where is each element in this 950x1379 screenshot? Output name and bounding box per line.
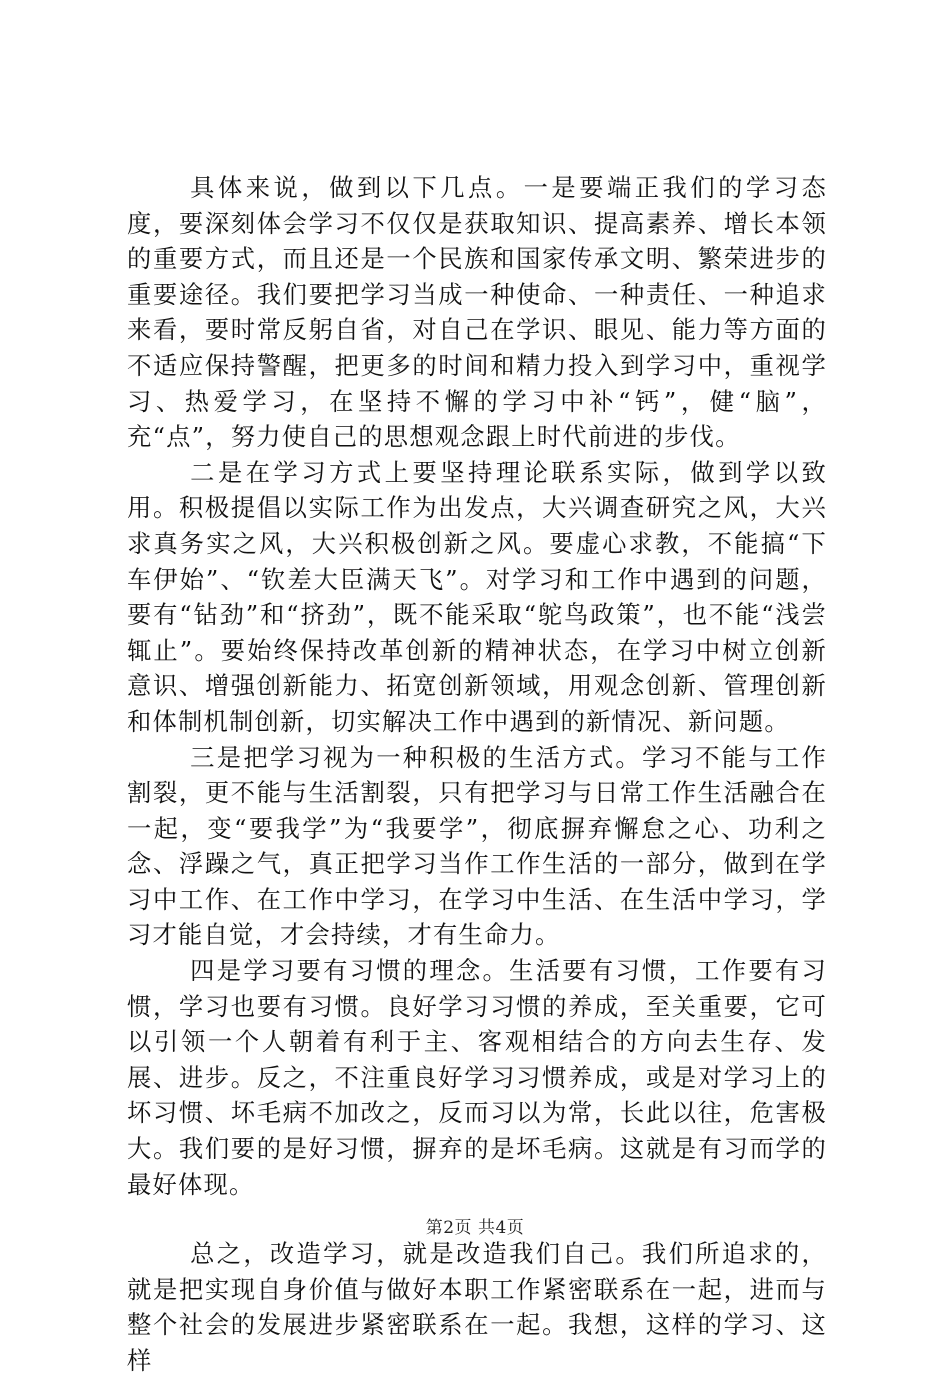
paragraph-4: 四是学习要有习惯的理念。生活要有习惯，工作要有习惯，学习也要有习惯。良好学习习惯的养成，至关重要，它可以引领一个人朝着有利于主、客观相结合的方向去生存、发展、进步。反之，不注重良好学习习惯养成，或是对学习上的坏习惯、坏毛病不加改之，反而习以为常，长此以往，危害极大。我们要的是好习惯，摒弃的是坏毛病。这就是有习而学的最好体现。 (127, 956, 827, 1199)
paragraph-5: 总之，改造学习，就是改造我们自己。我们所追求的，就是把实现自身价值与做好本职工作紧密联系在一起，进而与整个社会的发展进步紧密联系在一起。我想，这样的学习、这样 (127, 1239, 827, 1375)
paragraph-1: 具体来说，做到以下几点。一是要端正我们的学习态度，要深刻体会学习不仅仅是获取知识、提高素养、增长本领的重要方式，而且还是一个民族和国家传承文明、繁荣进步的重要途径。我们要把学习当成一种使命、一种责任、一种追求来看，要时常反躬自省，对自己在学识、眼见、能力等方面的不适应保持警醒，把更多的时间和精力投入到学习中，重视学习、热爱学习，在坚持不懈的学习中补“钙”，健“脑”，充“点”，努力使自己的思想观念跟上时代前进的步伐。 (127, 173, 827, 452)
document-body (127, 170, 827, 1379)
paragraph-2: 二是在学习方式上要坚持理论联系实际，做到学以致用。积极提倡以实际工作为出发点，大兴调查研究之风，大兴求真务实之风，大兴积极创新之风。要虚心求教，不能搞“下车伊始”、“钦差大臣满天飞”。对学习和工作中遇到的问题，要有“钻劲”和“挤劲”，既不能采取“鸵鸟政策”，也不能“浅尝辄止”。要始终保持改革创新的精神状态，在学习中树立创新意识、增强创新能力、拓宽创新领域，用观念创新、管理创新和体制机制创新，切实解决工作中遇到的新情况、新问题。 (127, 457, 827, 736)
page-number-footer: 第2页 共4页 (425, 1218, 525, 1238)
paragraph-3: 三是把学习视为一种积极的生活方式。学习不能与工作割裂，更不能与生活割裂，只有把学习与日常工作生活融合在一起，变“要我学”为“我要学”，彻底摒弃懈怠之心、功利之念、浮躁之气，真正把学习当作工作生活的一部分，做到在学习中工作、在工作中学习，在学习中生活、在生活中学习，学习才能自觉，才会持续，才有生命力。 (127, 742, 827, 950)
